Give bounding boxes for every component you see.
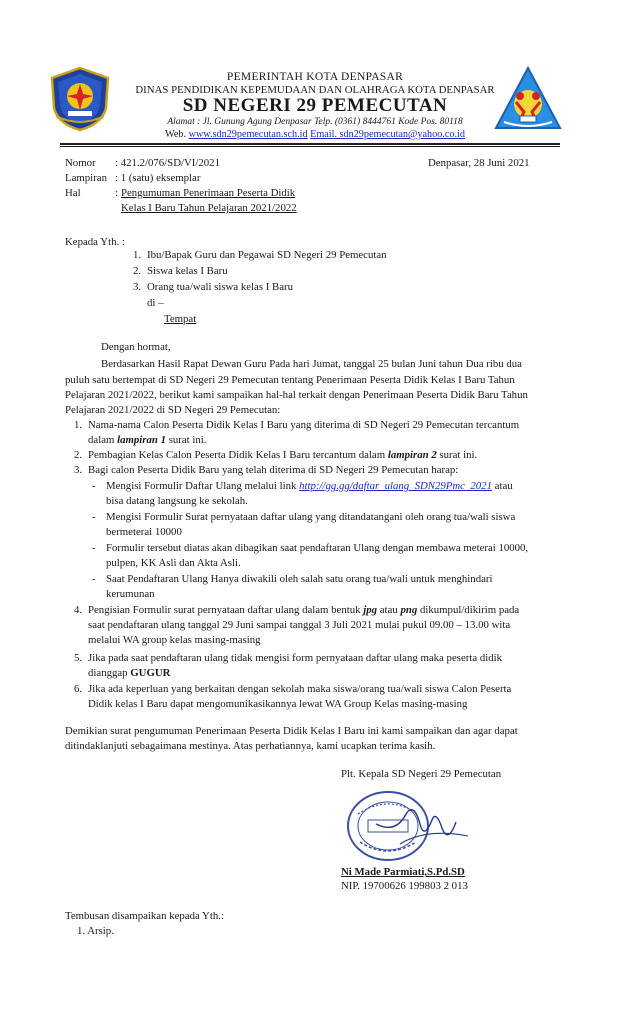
signatory-role: Plt. Kepala SD Negeri 29 Pemecutan — [341, 768, 502, 780]
daftar-ulang-link[interactable]: http://gg.gg/daftar_ulang_SDN29Pmc_2021 — [299, 480, 492, 492]
item-5-line-1: Jika pada saat pendaftaran ulang tidak mengisi form pernyataan daftar ulang maka peserta didik — [88, 652, 503, 664]
subitem-4-line-1: Saat Pendaftaran Ulang Hanya diwakili oleh salah satu orang tua/wali untuk menghindari — [106, 573, 493, 585]
nomor-value: : 421.2/076/SD/VI/2021 — [115, 157, 220, 169]
subitem-4-dash: - — [92, 573, 96, 585]
subitem-1-text: Mengisi Formulir Daftar Ulang melalui link — [106, 480, 300, 492]
hal-subject-line2: Kelas I Baru Tahun Pelajaran 2021/2022 — [121, 202, 297, 214]
item-4-number: 4. — [74, 604, 83, 616]
item-2-number: 2. — [74, 449, 83, 461]
tembusan-title: Tembusan disampaikan kepada Yth.: — [65, 910, 224, 922]
closing-line-1: Demikian surat pengumuman Penerimaan Peserta Didik Kelas I Baru ini kami sampaikan dan agar dapat — [65, 725, 518, 737]
item-2-suffix: surat ini. — [436, 449, 478, 461]
letterhead-school-name: SD NEGERI 29 PEMECUTAN — [182, 95, 448, 116]
hal-label: Hal — [65, 187, 81, 199]
recipient-2-number: 2. — [133, 265, 142, 277]
item-4-suffix: dikumpul/dikirim pada — [417, 604, 520, 616]
letterhead-divider — [60, 143, 560, 145]
signatory-nip: NIP. 19700626 199803 2 013 — [341, 880, 468, 892]
item-1-line-1: Nama-nama Calon Peserta Didik Kelas I Baru yang diterima di SD Negeri 29 Pemecutan tercantum — [88, 419, 520, 431]
signatory-name: Ni Made Parmiati,S.Pd.SD — [341, 866, 465, 878]
tembusan-item: 1. Arsip. — [77, 925, 114, 937]
paragraph-1-line-4: Pelajaran 2021/2022 di SD Negeri 29 Pemecutan: — [65, 404, 281, 416]
item-5-line-2 — [88, 667, 170, 680]
item-1-line-2 — [88, 434, 206, 447]
recipient-3-text: Orang tua/wali siswa kelas I Baru — [147, 281, 294, 293]
item-4-atau: atau — [377, 604, 401, 616]
item-6-line-1: Jika ada keperluan yang berkaitan dengan sekolah maka siswa/orang tua/wali siswa Calon Peserta — [88, 683, 512, 695]
item-1-suffix: surat ini. — [166, 434, 207, 446]
hal-colon: : — [115, 187, 118, 199]
item-4-line-3: melalui WA group kelas masing-masing — [88, 634, 261, 646]
subitem-3-line-2: pulpen, KK Asli dan Akta Asli. — [106, 557, 241, 569]
subitem-3-line-1: Formulir tersebut diatas akan dibagikan saat pendaftaran Ulang dengan membawa meterai 10000, — [106, 542, 529, 554]
item-1-dalam: dalam — [88, 434, 118, 446]
letterhead-address: Alamat : Jl. Gunung Agung Denpasar Telp. (0361) 8444761 Kode Pos. 80118 — [167, 117, 463, 127]
lampiran-2-ref: lampiran 2 — [387, 449, 437, 461]
letterhead-divider-thin — [60, 146, 560, 147]
recipients-intro: Kepada Yth. : — [65, 236, 125, 248]
paragraph-1-line-3: Pelajaran 2021/2022, berikut kami sampaikan hal-hal terkait dengan Penerimaan Peserta Didik Baru Tahun — [65, 389, 528, 401]
recipient-1-text: Ibu/Bapak Guru dan Pegawai SD Negeri 29 Pemecutan — [147, 249, 387, 261]
lampiran-1-ref: lampiran 1 — [117, 434, 166, 446]
item-1-number: 1. — [74, 419, 83, 431]
closing-line-2: ditindaklanjuti sebagaimana mestinya. Atas perhatiannya, kami ucapkan terima kasih. — [65, 740, 436, 752]
paragraph-1-line-1: Berdasarkan Hasil Rapat Dewan Guru Pada hari Jumat, tanggal 25 bulan Juni tahun Dua ribu dua — [101, 358, 522, 370]
item-5-number: 5. — [74, 652, 83, 664]
item-3-line-1: Bagi calon Peserta Didik Baru yang telah diterima di SD Negeri 29 Pemecutan harap: — [88, 464, 459, 476]
subitem-4-line-2: kerumunan — [106, 588, 155, 600]
email-link[interactable]: Email. sdn29pemecutan@yahoo.co.id — [310, 129, 465, 140]
format-jpg: jpg — [363, 604, 378, 616]
format-png: png — [400, 604, 418, 616]
subitem-2-line-2: bermeterai 10000 — [106, 526, 182, 538]
subitem-1-atau: atau — [491, 480, 513, 492]
denpasar-emblem-icon — [48, 66, 112, 132]
item-2-text: Pembagian Kelas Calon Peserta Didik Kelas I Baru tercantum dalam — [88, 449, 388, 461]
item-4-line-1 — [88, 604, 519, 617]
lampiran-label: Lampiran — [65, 172, 107, 184]
item-5-dianggap: dianggap — [88, 667, 131, 679]
school-stamp-and-signature — [336, 784, 486, 870]
subitem-2-dash: - — [92, 511, 96, 523]
letterhead-government: PEMERINTAH KOTA DENPASAR — [226, 71, 404, 83]
item-3-number: 3. — [74, 464, 83, 476]
item-6-number: 6. — [74, 683, 83, 695]
item-4-line-2: saat pendaftaran ulang tanggal 29 Juni sampai tanggal 3 Juli 2021 mulai pukul 09.00 – 13.00 wita — [88, 619, 511, 631]
hal-subject-line1: Pengumuman Penerimaan Peserta Didik — [121, 187, 296, 199]
subitem-3-dash: - — [92, 542, 96, 554]
item-4-text: Pengisian Formulir surat pernyataan daftar ulang dalam bentuk — [88, 604, 364, 616]
recipient-tempat: Tempat — [164, 313, 197, 325]
letter-date: Denpasar, 28 Juni 2021 — [428, 157, 530, 169]
item-2-line — [88, 449, 477, 462]
recipient-3-number: 3. — [133, 281, 142, 293]
letterhead-department: DINAS PENDIDIKAN KEPEMUDAAN DAN OLAHRAGA KOTA DENPASAR — [135, 84, 495, 96]
nomor-label: Nomor — [65, 157, 96, 169]
subitem-2-line-1: Mengisi Formulir Surat pernyataan daftar ulang yang ditandatangani oleh orang tua/wali siswa — [106, 511, 516, 523]
recipient-2-text: Siswa kelas I Baru — [147, 265, 228, 277]
letterhead-contact — [120, 129, 510, 140]
lampiran-value: : 1 (satu) eksemplar — [115, 172, 201, 184]
recipient-1-number: 1. — [133, 249, 142, 261]
paragraph-1-line-2: puluh satu bertempat di SD Negeri 29 Pemecutan tentang Penerimaan Peserta Didik Kelas I Baru Tahun — [65, 374, 515, 386]
subitem-1-line-1 — [106, 480, 513, 493]
salutation: Dengan hormat, — [101, 341, 171, 353]
subitem-1-dash: - — [92, 480, 96, 492]
website-link[interactable]: www.sdn29pemecutan.sch.id — [188, 129, 308, 140]
web-label: Web. — [165, 129, 187, 140]
item-6-line-2: Didik kelas I Baru dapat mengomunikasikannya lewat WA Group Kelas masing-masing — [88, 698, 468, 710]
gugur-label: GUGUR — [130, 667, 171, 679]
subitem-1-line-2: bisa datang langsung ke sekolah. — [106, 495, 248, 507]
recipient-di: di – — [147, 297, 164, 309]
